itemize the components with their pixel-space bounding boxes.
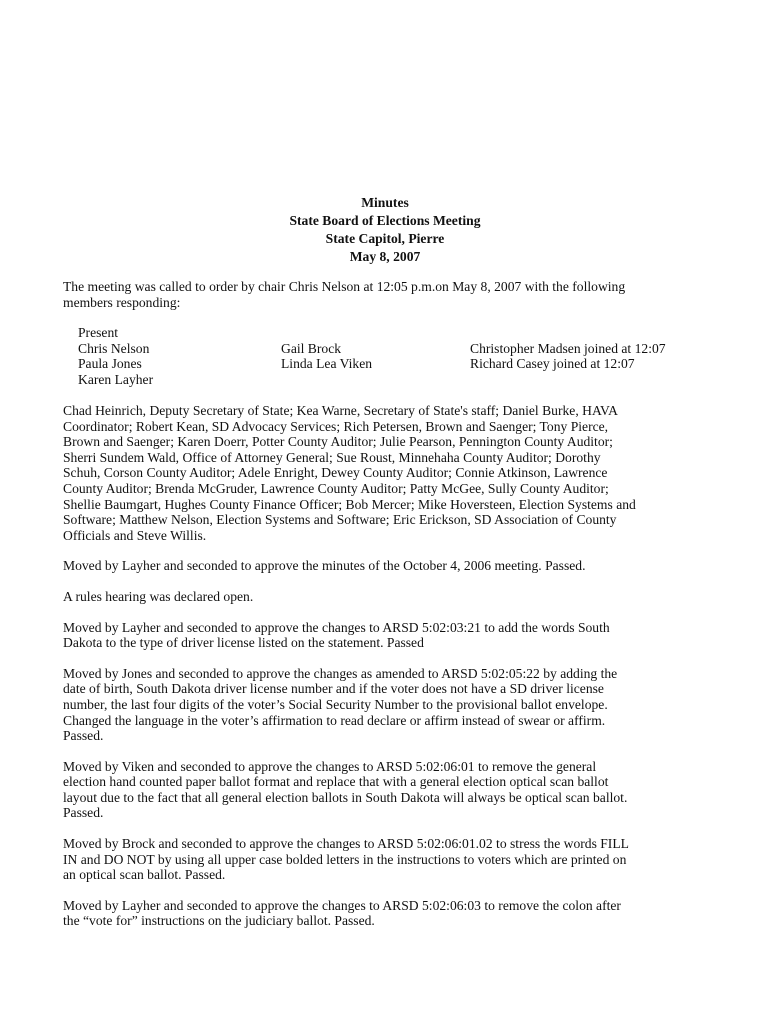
paragraph-line: Dakota to the type of driver license listed on the statement. Passed <box>63 635 424 651</box>
member-late-arrival: Richard Casey joined at 12:07 <box>470 356 635 372</box>
intro-line: members responding: <box>63 294 181 310</box>
minutes-body <box>63 403 715 944</box>
paragraph-line: Moved by Jones and seconded to approve the changes as amended to ARSD 5:02:05:22 by adding the <box>63 665 618 681</box>
motion-paragraph <box>63 759 715 821</box>
document-heading <box>0 194 770 266</box>
heading-title: Minutes <box>361 195 409 210</box>
intro-paragraph <box>63 279 713 310</box>
paragraph-line: the “vote for” instructions on the judiciary ballot. Passed. <box>63 913 375 929</box>
motion-paragraph <box>63 666 715 744</box>
paragraph-line: Brown and Saenger; Karen Doerr, Potter County Auditor; Julie Pearson, Pennington County Auditor; <box>63 434 613 450</box>
paragraph-line: Moved by Layher and seconded to approve the minutes of the October 4, 2006 meeting. Passed. <box>63 558 586 574</box>
paragraph-line: Passed. <box>63 805 104 821</box>
member-name: Linda Lea Viken <box>281 356 373 372</box>
paragraph-line: County Auditor; Brenda McGruder, Lawrence County Auditor; Patty McGee, Sully County Auditor; <box>63 480 609 496</box>
paragraph-line: Chad Heinrich, Deputy Secretary of State; Kea Warne, Secretary of State's staff; Daniel Burke, HAVA <box>63 403 618 418</box>
attendance-column-present <box>78 325 153 387</box>
paragraph-line: IN and DO NOT by using all upper case bolded letters in the instructions to voters which are printed on <box>63 851 627 867</box>
heading-date: May 8, 2007 <box>349 249 421 264</box>
paragraph-line: Software; Matthew Nelson, Election Systems and Software; Eric Erickson, SD Association of County <box>63 512 617 528</box>
intro-line: The meeting was called to order by chair Chris Nelson at 12:05 p.m.on May 8, 2007 with the following <box>63 279 626 294</box>
paragraph-line: Changed the language in the voter’s affirmation to read declare or affirm instead of swear or affirm. <box>63 712 606 728</box>
motion-paragraph <box>63 836 715 883</box>
paragraph-line: layout due to the fact that all general election ballots in South Dakota will always be optical scan ballot. <box>63 789 628 805</box>
paragraph-line: Officials and Steve Willis. <box>63 527 207 543</box>
heading-meeting: State Board of Elections Meeting <box>289 213 481 228</box>
paragraph-line: Sherri Sundem Wald, Office of Attorney General; Sue Roust, Minnehaha County Auditor; Dorothy <box>63 449 601 465</box>
member-name: Karen Layher <box>78 371 154 387</box>
member-name: Gail Brock <box>281 340 342 356</box>
present-label: Present <box>78 325 119 340</box>
paragraph-line: Coordinator; Robert Kean, SD Advocacy Services; Rich Petersen, Brown and Saenger; Tony Pierce, <box>63 418 609 434</box>
motion-paragraph <box>63 898 715 929</box>
motion-paragraph <box>63 620 715 651</box>
paragraph-line: Moved by Brock and seconded to approve the changes to ARSD 5:02:06:01.02 to stress the words FILL <box>63 836 629 852</box>
member-name: Chris Nelson <box>78 340 150 356</box>
paragraph-line: Moved by Layher and seconded to approve the changes to ARSD 5:02:03:21 to add the words South <box>63 619 610 635</box>
attendance-column-3 <box>470 341 666 372</box>
motion-paragraph <box>63 589 715 605</box>
attendance-column-2 <box>281 341 372 372</box>
paragraph-line: Passed. <box>63 728 104 744</box>
paragraph-line: Moved by Viken and seconded to approve the changes to ARSD 5:02:06:01 to remove the general <box>63 758 597 774</box>
paragraph-line: Moved by Layher and seconded to approve the changes to ARSD 5:02:06:03 to remove the colon after <box>63 897 621 913</box>
paragraph-line: election hand counted paper ballot format and replace that with a general election optical scan ballot <box>63 774 609 790</box>
motion-paragraph <box>63 558 715 574</box>
heading-location: State Capitol, Pierre <box>325 231 445 246</box>
member-late-arrival: Christopher Madsen joined at 12:07 <box>470 340 666 356</box>
member-name: Paula Jones <box>78 356 142 372</box>
paragraph-line: Shellie Baumgart, Hughes County Finance Officer; Bob Mercer; Mike Hoversteen, Election Systems and <box>63 496 636 512</box>
paragraph-line: Schuh, Corson County Auditor; Adele Enright, Dewey County Auditor; Connie Atkinson, Lawrence <box>63 465 608 481</box>
guests-paragraph <box>63 403 715 543</box>
paragraph-line: number, the last four digits of the voter’s Social Security Number to the provisional ballot envelope. <box>63 696 608 712</box>
paragraph-line: an optical scan ballot. Passed. <box>63 867 226 883</box>
paragraph-line: date of birth, South Dakota driver license number and if the voter does not have a SD driver license <box>63 681 604 697</box>
paragraph-line: A rules hearing was declared open. <box>63 588 254 604</box>
